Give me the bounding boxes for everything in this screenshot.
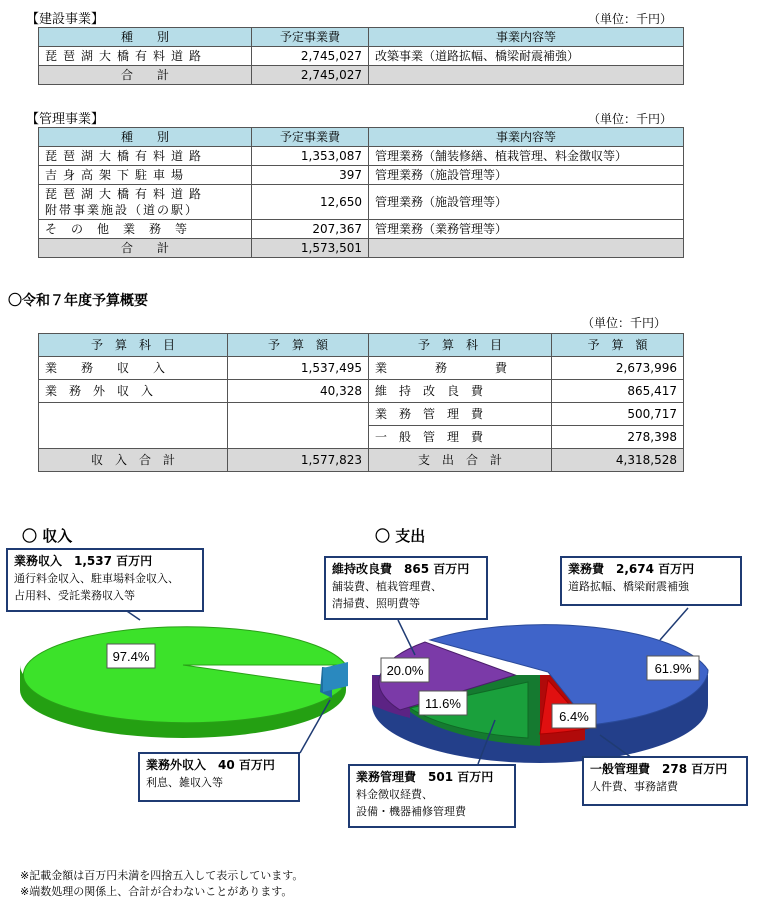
callout-line: 料金徴収経費、 <box>356 788 433 801</box>
income-chart-title: 〇 収入 <box>22 527 73 545</box>
callout-line: 人件費、事務諸費 <box>590 780 678 793</box>
pct-label-business-income: 97.4% <box>112 649 150 664</box>
col-expense-item: 予 算 科 目 <box>369 334 552 357</box>
row-name: 琵琶湖大橋有料道路 <box>39 147 252 166</box>
expense-amount: 865,417 <box>552 380 684 403</box>
row-amount: 2,745,027 <box>252 47 369 66</box>
expense-amount: 278,398 <box>552 426 684 449</box>
callout-title: 業務管理費 501 百万円 <box>356 770 494 784</box>
management-table <box>38 127 684 258</box>
pct-label-maintenance: 20.0% <box>386 663 424 678</box>
expense-chart-title: 〇 支出 <box>375 527 426 545</box>
row-name: その他業務等 <box>39 220 252 239</box>
callout-general-admin <box>582 756 748 806</box>
footnote-totals: ※端数処理の関係上、合計が合わないことがあります。 <box>20 885 293 898</box>
col-expense-amount: 予 算 額 <box>552 334 684 357</box>
row-amount: 207,367 <box>252 220 369 239</box>
callout-line: 道路拡幅、橋梁耐震補強 <box>568 580 689 593</box>
row-name-line1: 琵琶湖大橋有料道路 <box>45 187 208 201</box>
col-type: 種 別 <box>39 128 252 147</box>
expense-amount: 2,673,996 <box>552 357 684 380</box>
callout-line: 舗装費、植栽管理費、 <box>332 580 442 593</box>
income-pie <box>20 605 348 753</box>
pct-label-business-admin: 11.6% <box>425 696 461 711</box>
row-amount: 12,650 <box>252 185 369 220</box>
budget-table <box>38 333 684 472</box>
total-amount: 1,573,501 <box>252 239 369 258</box>
table-row <box>39 220 684 239</box>
callout-line: 清掃費、照明費等 <box>332 597 420 610</box>
col-type: 種 別 <box>39 28 252 47</box>
table-row <box>39 380 684 403</box>
table-row <box>39 147 684 166</box>
total-row <box>39 239 684 258</box>
footnote-rounding: ※記載金額は百万円未満を四捨五入して表示しています。 <box>20 869 304 882</box>
row-detail: 改築事業（道路拡幅、橋梁耐震補強） <box>369 47 684 66</box>
management-unit: （単位：千円） <box>588 112 673 126</box>
callout-line: 設備・機器補修管理費 <box>356 805 466 818</box>
expense-label: 業 務 費 <box>369 357 552 380</box>
management-title: 【管理事業】 <box>26 112 105 127</box>
table-row <box>39 166 684 185</box>
row-name <box>39 185 252 220</box>
expense-amount: 500,717 <box>552 403 684 426</box>
budget-unit: （単位：千円） <box>582 316 667 330</box>
row-detail: 管理業務（業務管理等） <box>369 220 684 239</box>
col-detail: 事業内容等 <box>369 28 684 47</box>
callout-business-income <box>6 548 204 612</box>
table-row <box>39 403 684 426</box>
callout-line: 占用料、受託業務収入等 <box>14 589 135 602</box>
row-name: 琵琶湖大橋有料道路 <box>39 47 252 66</box>
income-amount: 40,328 <box>228 380 369 403</box>
col-income-item: 予 算 科 目 <box>39 334 228 357</box>
table-row <box>39 47 684 66</box>
total-label: 合 計 <box>39 239 252 258</box>
budget-title: 〇令和７年度予算概要 <box>8 293 148 309</box>
callout-other-income <box>138 752 300 802</box>
callout-business-expense <box>560 556 742 606</box>
income-label: 業 務 収 入 <box>39 357 228 380</box>
table-row <box>39 357 684 380</box>
income-amount: 1,537,495 <box>228 357 369 380</box>
construction-unit: （単位：千円） <box>588 12 673 26</box>
income-label: 業 務 外 収 入 <box>39 380 228 403</box>
callout-title: 一般管理費 278 百万円 <box>590 762 728 776</box>
callout-title: 業務外収入 40 百万円 <box>146 758 275 772</box>
col-detail: 事業内容等 <box>369 128 684 147</box>
row-detail: 管理業務（舗装修繕、植栽管理、料金徴収等） <box>369 147 684 166</box>
income-total-label: 収 入 合 計 <box>39 449 228 472</box>
col-amount: 予定事業費 <box>252 28 369 47</box>
callout-business-admin <box>348 764 516 828</box>
pct-label-business-expense: 61.9% <box>654 661 692 676</box>
row-name: 吉身高架下駐車場 <box>39 166 252 185</box>
row-detail: 管理業務（施設管理等） <box>369 185 684 220</box>
income-total: 1,577,823 <box>228 449 369 472</box>
expense-total-label: 支 出 合 計 <box>369 449 552 472</box>
table-row <box>39 185 684 220</box>
col-income-amount: 予 算 額 <box>228 334 369 357</box>
total-amount: 2,745,027 <box>252 66 369 85</box>
expense-label: 一 般 管 理 費 <box>369 426 552 449</box>
construction-table <box>38 27 684 85</box>
expense-total: 4,318,528 <box>552 449 684 472</box>
callout-maintenance <box>324 556 488 620</box>
row-amount: 1,353,087 <box>252 147 369 166</box>
expense-label: 業 務 管 理 費 <box>369 403 552 426</box>
leader-line <box>660 608 688 640</box>
total-row <box>39 66 684 85</box>
callout-line: 通行料金収入、駐車場料金収入、 <box>14 572 179 585</box>
construction-title: 【建設事業】 <box>26 12 105 27</box>
callout-title: 業務費 2,674 百万円 <box>568 562 695 576</box>
expense-label: 維 持 改 良 費 <box>369 380 552 403</box>
footnotes <box>20 868 303 900</box>
col-amount: 予定事業費 <box>252 128 369 147</box>
total-label: 合 計 <box>39 66 252 85</box>
total-row <box>39 449 684 472</box>
row-name-line2: 附帯事業施設（道の駅） <box>45 203 200 217</box>
callout-title: 業務収入 1,537 百万円 <box>14 554 153 568</box>
pct-label-general-admin: 6.4% <box>559 709 589 724</box>
callout-line: 利息、雑収入等 <box>146 776 223 789</box>
slice-business-income <box>23 627 346 723</box>
expense-pie <box>372 608 708 764</box>
row-detail: 管理業務（施設管理等） <box>369 166 684 185</box>
callout-title: 維持改良費 865 百万円 <box>332 562 470 576</box>
row-amount: 397 <box>252 166 369 185</box>
